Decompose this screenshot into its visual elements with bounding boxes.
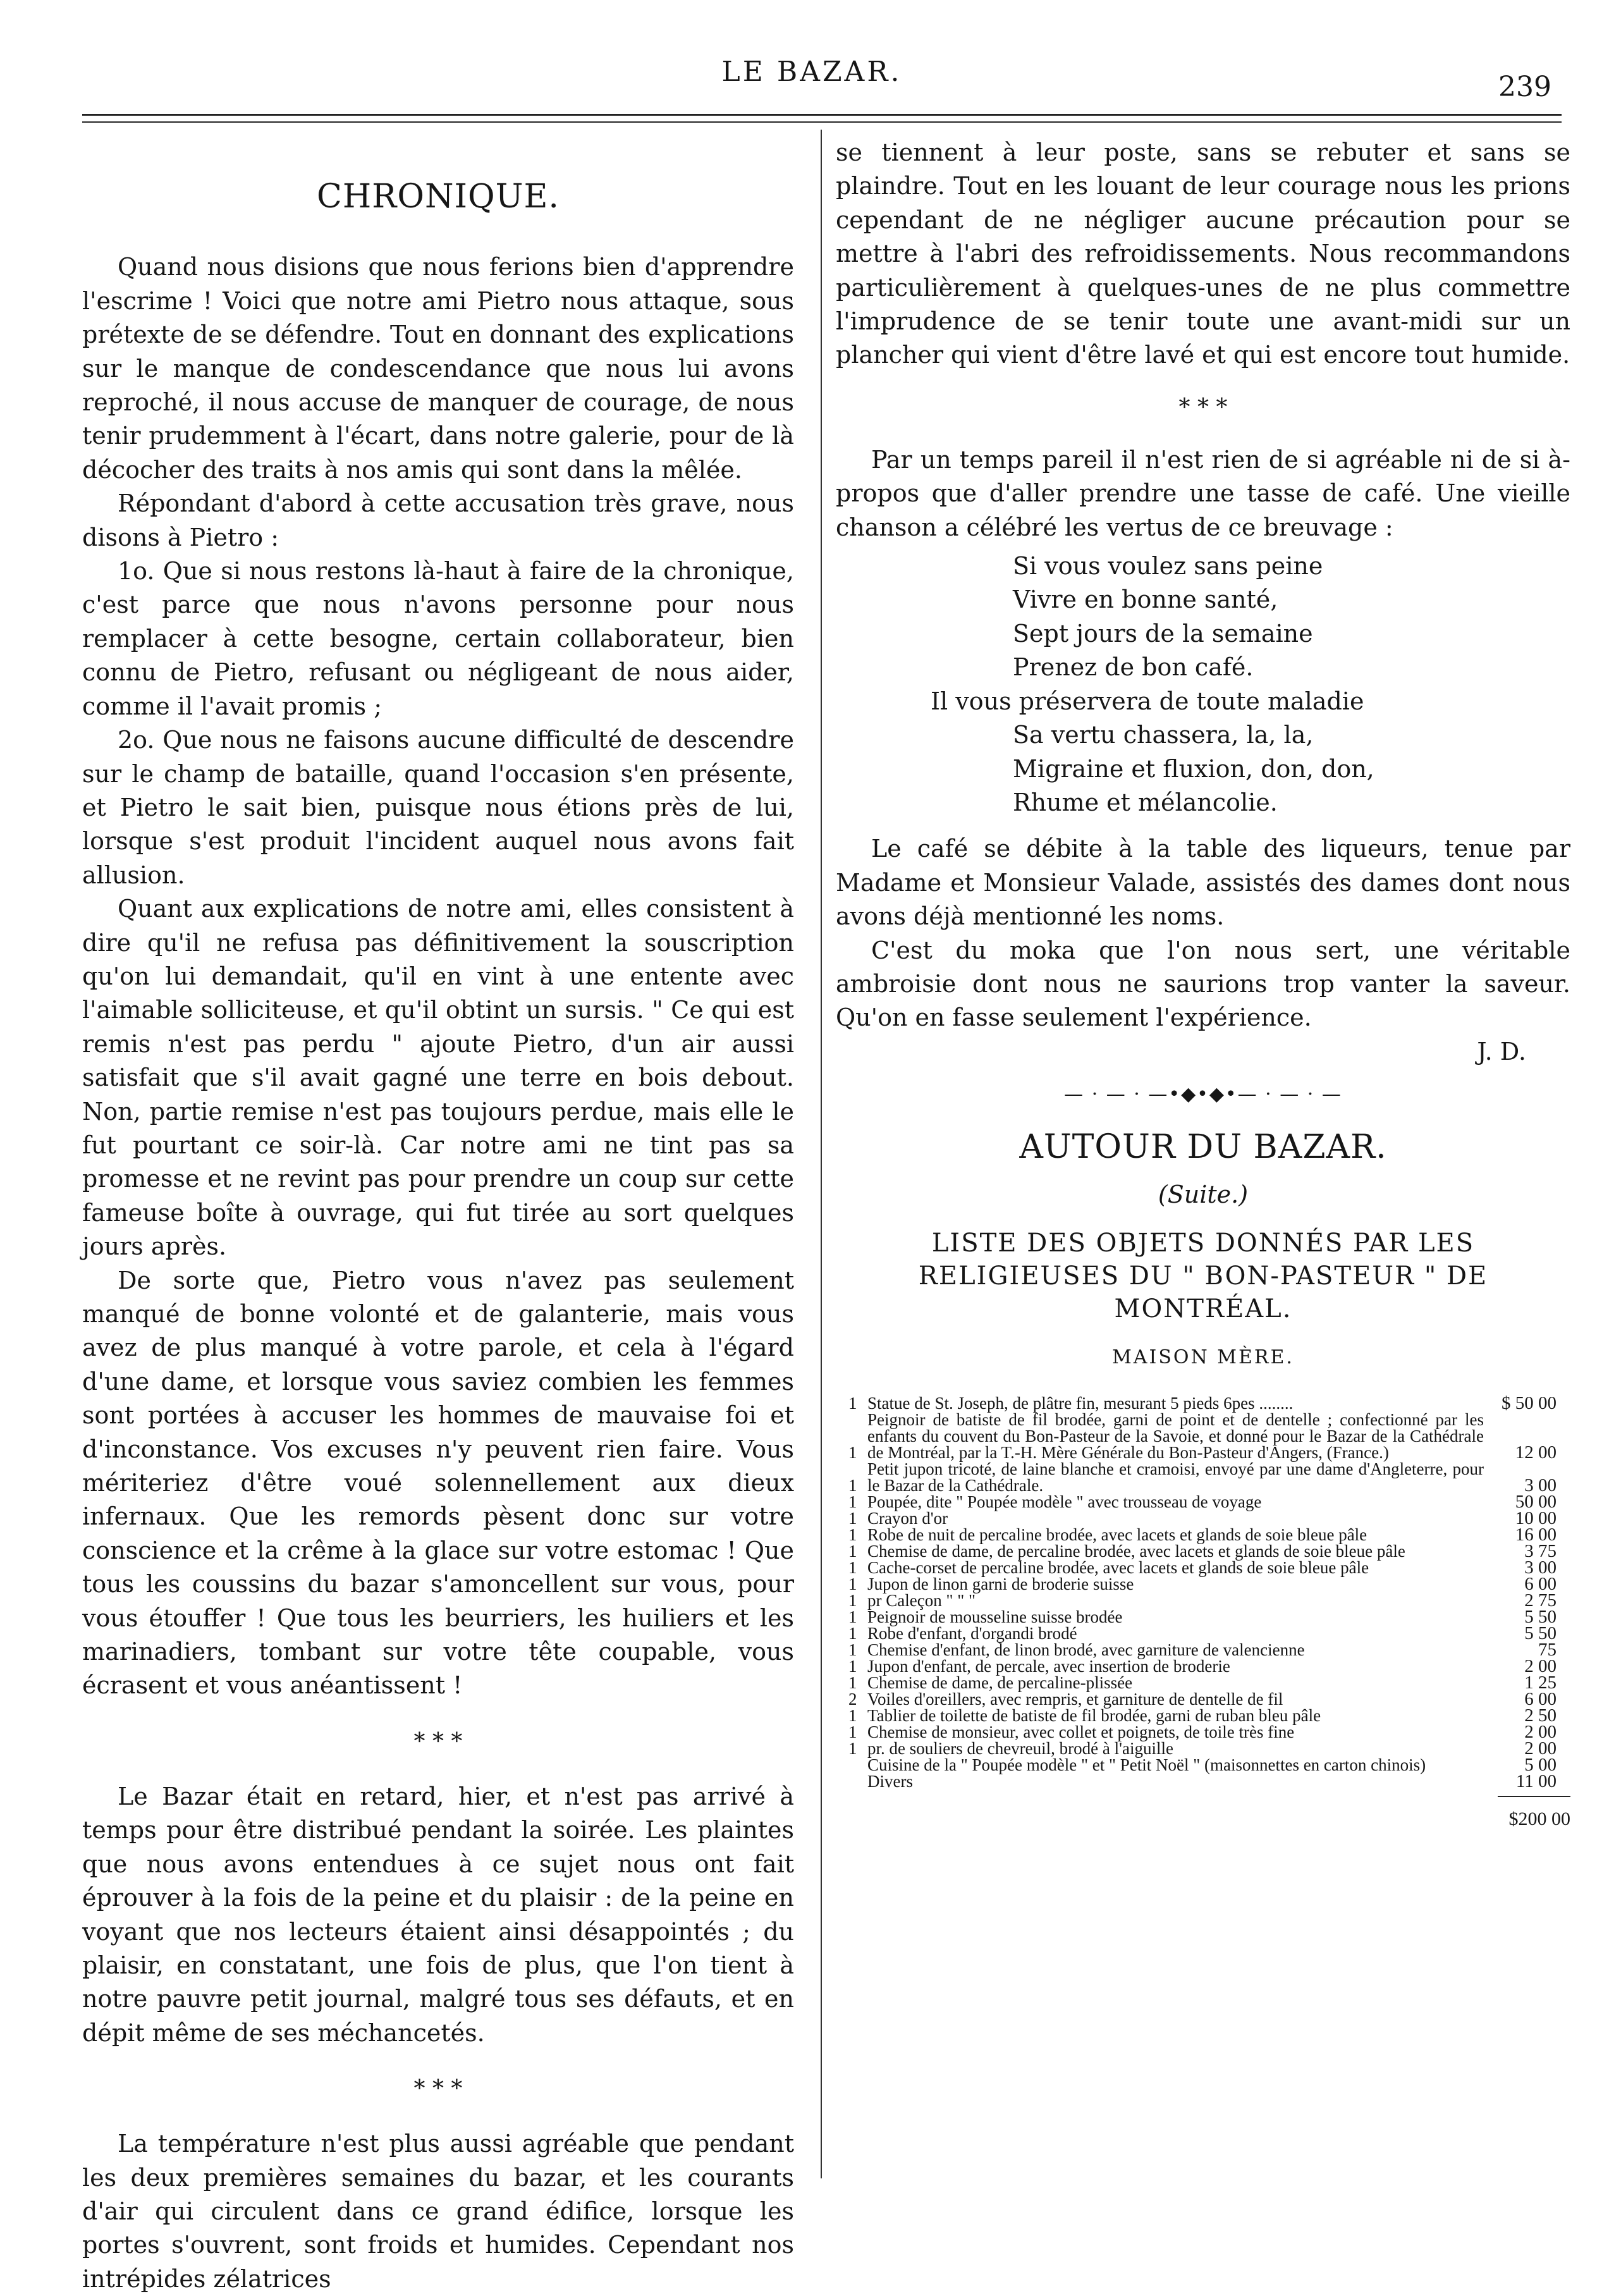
item-description: Statue de St. Joseph, de plâtre fin, mesurant 5 pieds 6pes ........ xyxy=(867,1393,1294,1413)
item-quantity: 1 xyxy=(848,1525,857,1544)
donation-item xyxy=(848,1526,1557,1543)
item-amount: 6 00 xyxy=(1524,1573,1557,1594)
column-divider xyxy=(821,130,822,2178)
item-amount: 2 50 xyxy=(1524,1705,1557,1726)
item-quantity: 1 xyxy=(848,1475,857,1495)
donation-item xyxy=(848,1540,1557,1561)
donation-item xyxy=(848,1592,1557,1609)
right-column xyxy=(836,136,1570,1830)
item-quantity: 1 xyxy=(848,1393,857,1413)
item-quantity: 1 xyxy=(848,1557,857,1577)
item-description: Cache-corset de percaline brodée, avec lacets et glands de soie bleue pâle xyxy=(867,1557,1369,1577)
donation-item xyxy=(848,1674,1557,1691)
poem-line: Prenez de bon café. xyxy=(1013,653,1254,682)
paragraph: 2o. Que nous ne faisons aucune difficulté de descendre sur le champ de bataille, quand l'occasion s'en présente, et Pietro le sait bien, puisque nous étions près de lui, lorsque s'est produit l'incident auquel nous avons fait allusion. xyxy=(82,726,794,889)
left-column xyxy=(82,136,794,2296)
donation-item xyxy=(848,1507,1557,1528)
poem-line: Sept jours de la semaine xyxy=(1013,619,1313,648)
donation-item xyxy=(848,1754,1557,1775)
section-stars: * * * xyxy=(413,1728,463,1755)
item-amount: 3 00 xyxy=(1524,1557,1557,1578)
poem-line: Si vous voulez sans peine xyxy=(1013,552,1323,580)
item-amount: 16 00 xyxy=(1515,1524,1557,1545)
poem-line: Vivre en bonne santé, xyxy=(1013,586,1278,614)
signature: J. D. xyxy=(1477,1037,1526,1065)
item-description: Chemise de monsieur, avec collet et poignets, de toile très fine xyxy=(867,1722,1295,1741)
section-stars: * * * xyxy=(413,2076,463,2103)
item-amount: 50 00 xyxy=(1515,1491,1557,1512)
item-description: Jupon de linon garni de broderie suisse xyxy=(867,1574,1134,1593)
item-description: Chemise d'enfant, de linon brodé, avec garniture de valencienne xyxy=(867,1640,1305,1659)
item-amount: 3 00 xyxy=(1524,1475,1557,1495)
paragraph: C'est du moka que l'on nous sert, une véritable ambroisie dont nous ne saurions trop vanter la saveur. Qu'on en fasse seulement l'expérience. xyxy=(836,936,1570,1032)
list-title: LISTE DES OBJETS DONNÉS PAR LES RELIGIEUSES DU " BON-PASTEUR " DE MONTRÉAL. xyxy=(918,1229,1488,1324)
item-quantity: 2 xyxy=(848,1689,857,1709)
header-rule xyxy=(82,114,1562,116)
section-stars: * * * xyxy=(1178,394,1228,421)
item-description: Voiles d'oreillers, avec rempris, et garniture de dentelle de fil xyxy=(867,1689,1283,1709)
paragraph: Par un temps pareil il n'est rien de si agréable ni de si à-propos que d'aller prendre une tasse de café. Une vieille chanson a célébré les vertus de ce breuvage : xyxy=(836,445,1570,541)
paragraph: Répondant d'abord à cette accusation très grave, nous disons à Pietro : xyxy=(82,489,794,551)
donation-item xyxy=(848,1392,1557,1413)
ornamental-rule: — · — · —•◆•◆•— · — · — xyxy=(1064,1083,1342,1106)
donation-item xyxy=(848,1721,1557,1742)
item-amount: 2 00 xyxy=(1524,1738,1557,1759)
donation-list xyxy=(848,1392,1557,1791)
item-amount: 75 xyxy=(1538,1639,1557,1660)
donation-item xyxy=(848,1411,1557,1461)
donation-item xyxy=(848,1559,1557,1576)
item-amount: 6 00 xyxy=(1524,1688,1557,1709)
item-quantity: 1 xyxy=(848,1673,857,1692)
item-amount: 2 00 xyxy=(1524,1655,1557,1676)
item-quantity: 1 xyxy=(848,1705,857,1725)
item-quantity: 1 xyxy=(848,1541,857,1561)
item-quantity: 1 xyxy=(848,1492,857,1511)
paragraph-continued: La température n'est plus aussi agréable que pendant les deux premières semaines du bazar, et les courants d'air qui circulent dans ce grand édifice, lorsque les portes s'ouvrent, sont froids et humides. Cependant nos intrépides zélatrices xyxy=(82,2130,794,2293)
item-amount: 12 00 xyxy=(1515,1442,1557,1463)
item-description: Tablier de toilette de batiste de fil brodée, garni de ruban bleu pâle xyxy=(867,1705,1321,1725)
item-quantity: 1 xyxy=(848,1738,857,1758)
item-quantity: 1 xyxy=(848,1656,857,1676)
item-quantity: 1 xyxy=(848,1607,857,1626)
item-quantity: 1 xyxy=(848,1640,857,1659)
item-description: Chemise de dame, de percaline-plissée xyxy=(867,1673,1133,1692)
item-description: Divers xyxy=(867,1771,913,1791)
item-amount: $ 50 00 xyxy=(1502,1392,1557,1413)
donation-item xyxy=(848,1639,1557,1660)
item-description: Robe d'enfant, d'organdi brodé xyxy=(867,1623,1077,1643)
page-number: 239 xyxy=(1498,71,1551,103)
item-description: Poupée, dite " Poupée modèle " avec trousseau de voyage xyxy=(867,1492,1262,1511)
item-amount: 3 75 xyxy=(1524,1540,1557,1561)
autour-subtitle: (Suite.) xyxy=(1158,1180,1249,1208)
donation-item xyxy=(848,1461,1557,1494)
paragraph: Le café se débite à la table des liqueurs, tenue par Madame et Monsieur Valade, assistés des dames dont nous avons déjà mentionné les noms. xyxy=(836,835,1570,931)
item-description: Robe de nuit de percaline brodée, avec lacets et glands de soie bleue pâle xyxy=(867,1525,1367,1544)
poem xyxy=(931,549,1570,820)
item-amount: 5 50 xyxy=(1524,1606,1557,1627)
donation-item xyxy=(848,1573,1557,1594)
item-description: Peignoir de mousseline suisse brodée xyxy=(867,1607,1123,1626)
item-amount: 5 50 xyxy=(1524,1623,1557,1643)
donation-item xyxy=(848,1606,1557,1627)
list-total xyxy=(836,1796,1570,1830)
paragraph: De sorte que, Pietro vous n'avez pas seulement manqué de bonne volonté et de galanterie, mais vous avez de plus manqué à votre parole, et cela à l'égard d'une dame, et lorsque vous saviez combien les femmes sont portées à accuser les hommes de mauvaise foi et d'inconstance. Vos excuses n'y peuvent rien faire. Vous mériteriez d'être voué solennellement aux dieux infernaux. Que les remords pèsent donc sur votre conscience et la crême à la glace sur votre estomac ! Que tous les coussins du bazar s'amoncellent sur vous, pour vous étouffer ! Que tous les beurriers, les huiliers et les marinadiers, tombant sur votre tête coupable, vous écrasent et vous anéantissent ! xyxy=(82,1266,794,1700)
item-quantity: 1 xyxy=(848,1623,857,1643)
donation-item xyxy=(848,1773,1557,1790)
item-description: Crayon d'or xyxy=(867,1508,948,1528)
item-quantity: 1 xyxy=(848,1590,857,1610)
paragraph: Quant aux explications de notre ami, elles consistent à dire qu'il ne refusa pas définitivement la souscription qu'on lui demandait, qu'il en vint à une entente avec l'aimable solliciteuse, et qu'il obtint un sursis. " Ce qui est remis n'est pas perdu " ajoute Pietro, d'un air aussi satisfait que s'il avait gagné une terre en bois debout. Non, partie remise n'est pas toujours perdue, mais elle le fut pourtant ce soir-là. Car notre ami ne tint pas sa promesse et ne revint pas pour prendre un coup sur cette fameuse boîte à ouvrage, qui fut tirée au sort quelques jours après. xyxy=(82,895,794,1261)
item-amount: 10 00 xyxy=(1515,1507,1557,1528)
paragraph: Quand nous disions que nous ferions bien d'apprendre l'escrime ! Voici que notre ami Pietro nous attaque, sous prétexte de se défendre. Tout en donnant des explications sur le manque de condescendance que nous lui avons reproché, il nous accuse de manquer de courage, de nous tenir prudemment à l'écart, dans notre galerie, pour de là décocher des traits à nos amis qui sont dans la mêlée. xyxy=(82,253,794,484)
poem-line: Sa vertu chassera, la, la, xyxy=(1013,721,1314,749)
item-quantity: 1 xyxy=(848,1508,857,1528)
item-amount: 1 25 xyxy=(1524,1672,1557,1693)
poem-line: Il vous préservera de toute maladie xyxy=(931,687,1364,715)
donation-item xyxy=(848,1707,1557,1724)
item-quantity: 1 xyxy=(848,1442,857,1462)
poem-line: Migraine et fluxion, don, don, xyxy=(1013,754,1374,783)
chronique-title: CHRONIQUE. xyxy=(317,178,560,216)
item-description: pr. de souliers de chevreuil, brodé à l'aiguille xyxy=(867,1738,1173,1758)
item-description: Chemise de dame, de percaline brodée, avec lacets et glands de soie bleue pâle xyxy=(867,1541,1405,1561)
item-description: Peignoir de batiste de fil brodée, garni de point et de dentelle ; confectionné par les enfants du couvent du Bon-Pasteur de la Savoie, et donné pour le Bazar de la Cathédrale de Montréal, par la T.-H. Mère Générale du Bon-Pasteur d'Angers, (France.) xyxy=(867,1409,1484,1462)
donation-item xyxy=(848,1625,1557,1642)
paragraph-continuation: se tiennent à leur poste, sans se rebuter et sans se plaindre. Tout en les louant de leur courage nous les prions cependant de ne négliger aucune précaution pour se mettre à l'abri des refroidissements. Nous recommandons particulièrement à quelques-unes de ne plus commettre l'imprudence de se tenir toute une avant-midi sur un plancher qui vient d'être lavé et qui est encore tout humide. xyxy=(836,138,1570,369)
item-amount: 2 00 xyxy=(1524,1721,1557,1742)
item-quantity: 1 xyxy=(848,1574,857,1593)
maison-mere-heading: MAISON MÈRE. xyxy=(1112,1346,1294,1369)
item-quantity: 1 xyxy=(848,1722,857,1741)
poem-line: Rhume et mélancolie. xyxy=(1013,788,1278,816)
item-description: Jupon d'enfant, de percale, avec insertion de broderie xyxy=(867,1656,1230,1676)
autour-title: AUTOUR DU BAZAR. xyxy=(1019,1127,1387,1166)
paragraph: Le Bazar était en retard, hier, et n'est pas arrivé à temps pour être distribué pendant la soirée. Les plaintes que nous avons entendues à ce sujet nous ont fait éprouver à la fois de la peine et du plaisir : de la peine en voyant que nos lecteurs étaient ainsi désappointés ; du plaisir, en constatant, une fois de plus, que l'on tient à notre pauvre petit journal, malgré tous ses défauts, et en dépit même de ses méchancetés. xyxy=(82,1782,794,2047)
item-amount: 2 75 xyxy=(1524,1590,1557,1611)
total-amount: $200 00 xyxy=(1498,1796,1570,1830)
item-description: pr Caleçon " " " xyxy=(867,1590,976,1610)
donation-item xyxy=(848,1655,1557,1676)
item-description: Cuisine de la " Poupée modèle " et " Petit Noël " (maisonnettes en carton chinois) xyxy=(867,1755,1426,1774)
running-head: LE BAZAR. xyxy=(721,56,902,88)
header-rule-thin xyxy=(82,121,1562,123)
donation-item xyxy=(848,1688,1557,1709)
donation-item xyxy=(848,1491,1557,1512)
item-description: Petit jupon tricoté, de laine blanche et cramoisi, envoyé par une dame d'Angleterre, pour le Bazar de la Cathédrale. xyxy=(867,1459,1484,1495)
item-amount: 5 00 xyxy=(1524,1754,1557,1775)
paragraph: 1o. Que si nous restons là-haut à faire de la chronique, c'est parce que nous n'avons personne pour nous remplacer à cette besogne, certain collaborateur, bien connu de Pietro, refusant ou négligeant de nous aider, comme il l'avait promis ; xyxy=(82,557,794,720)
item-amount: 11 00 xyxy=(1515,1771,1557,1791)
donation-item xyxy=(848,1740,1557,1757)
